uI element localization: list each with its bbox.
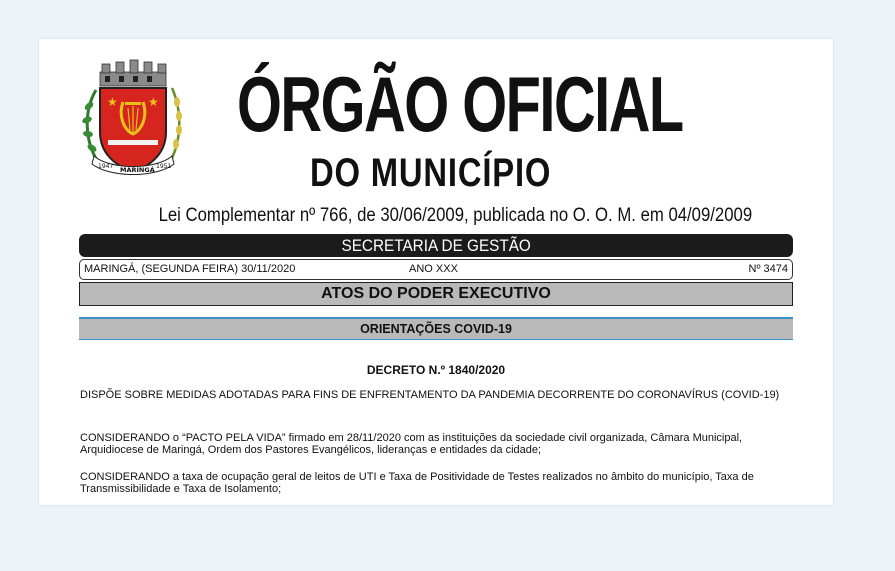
svg-text:MARINGÁ: MARINGÁ bbox=[120, 166, 155, 174]
edition-year: ANO XXX bbox=[409, 263, 458, 275]
paragraph-ementa: DISPÕE SOBRE MEDIDAS ADOTADAS PARA FINS DE ENFRENTAMENTO DA PANDEMIA DECORRENTE DO CORONAVÍRUS (COVID-19) bbox=[80, 389, 780, 401]
law-reference: Lei Complementar nº 766, de 30/06/2009, publicada no O. O. M. em 04/09/2009 bbox=[158, 205, 753, 226]
svg-text:1947: 1947 bbox=[98, 163, 114, 170]
masthead-title: ÓRGÃO OFICIAL bbox=[237, 60, 683, 148]
document-page bbox=[39, 39, 833, 505]
decree-title: DECRETO N.º 1840/2020 bbox=[366, 363, 506, 377]
paragraph-considerando-1: CONSIDERANDO o “PACTO PELA VIDA” firmado em 28/11/2020 com as instituições da sociedade civil organizada, Câmara Municipal, Arquidiocese de Maringá, Ordem dos Pastores Evangélicos, lideranças e entidades da cidade; bbox=[80, 432, 743, 456]
section-heading-covid: ORIENTAÇÕES COVID-19 bbox=[79, 317, 793, 340]
svg-text:1951: 1951 bbox=[156, 163, 172, 170]
paragraph-considerando-2: CONSIDERANDO a taxa de ocupação geral de leitos de UTI e Taxa de Positividade de Testes realizados no âmbito do município, Taxa de Transmissibilidade e Taxa de Isolamento; bbox=[80, 471, 754, 495]
svg-text:★: ★ bbox=[107, 95, 118, 109]
svg-text:★: ★ bbox=[148, 95, 159, 109]
maringa-coat-of-arms-logo bbox=[80, 58, 187, 182]
edition-number: Nº 3474 bbox=[748, 263, 788, 275]
edition-info-bar bbox=[79, 259, 793, 280]
masthead-subtitle: DO MUNICÍPIO bbox=[310, 151, 552, 195]
mural-crown bbox=[100, 60, 166, 86]
section-heading-atos: ATOS DO PODER EXECUTIVO bbox=[79, 282, 793, 306]
edition-date: MARINGÁ, (SEGUNDA FEIRA) 30/11/2020 bbox=[84, 263, 296, 275]
secretaria-label: SECRETARIA DE GESTÃO bbox=[341, 236, 531, 255]
secretaria-bar bbox=[79, 234, 793, 257]
